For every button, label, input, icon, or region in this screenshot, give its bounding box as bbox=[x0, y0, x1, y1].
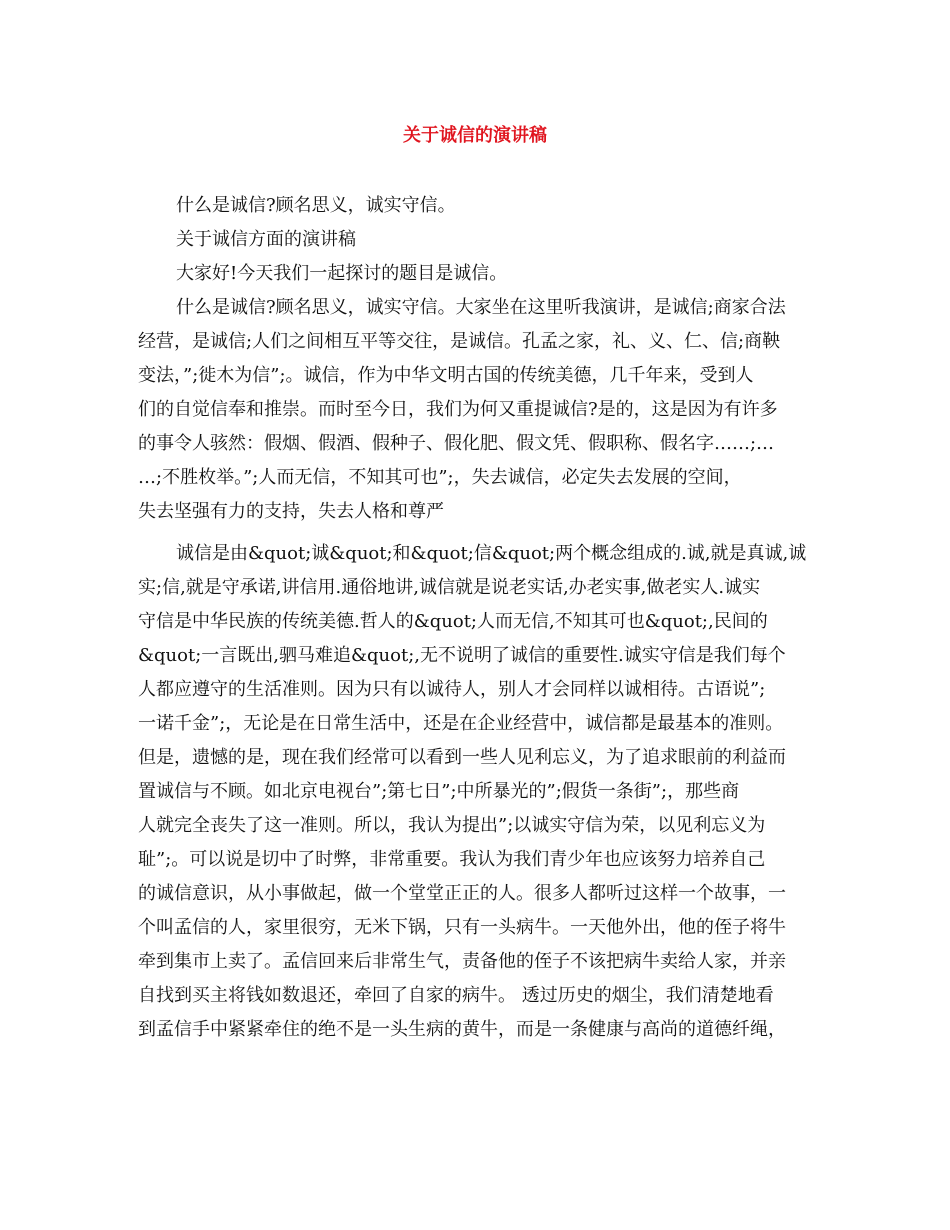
text-line: 的事令人骇然：假烟、假酒、假种子、假化肥、假文凭、假职称、假名字……;… bbox=[138, 433, 775, 454]
text-line: 变法，”;徙木为信”;。诚信，作为中华文明古国的传统美德，几千年来，受到人 bbox=[138, 365, 754, 386]
text-line: 耻”;。可以说是切中了时弊，非常重要。我认为我们青少年也应该努力培养自己 bbox=[138, 849, 766, 870]
document-title: 关于诚信的演讲稿 bbox=[403, 125, 547, 146]
text-line: 到孟信手中紧紧牵住的绝不是一头生病的黄牛，而是一条健康与高尚的道德纤绳， bbox=[138, 1019, 786, 1040]
text-line: 一诺千金”;，无论是在日常生活中，还是在企业经营中，诚信都是最基本的准则。 bbox=[138, 713, 784, 734]
text-line: 失去坚强有力的支持，失去人格和尊严 bbox=[138, 501, 444, 522]
text-line: 的诚信意识，从小事做起，做一个堂堂正正的人。很多人都听过这样一个故事，一 bbox=[138, 883, 786, 904]
text-line: 什么是诚信?顾名思义，诚实守信。大家坐在这里听我演讲，是诚信;商家合法 bbox=[176, 297, 786, 318]
text-line: 关于诚信方面的演讲稿 bbox=[176, 229, 356, 250]
text-line: …;不胜枚举。”;人而无信，不知其可也”;，失去诚信，必定失去发展的空间， bbox=[138, 467, 742, 488]
text-line: 经营，是诚信;人们之间相互平等交往，是诚信。孔孟之家，礼、义、仁、信;商鞅 bbox=[138, 331, 781, 352]
text-line: 人都应遵守的生活准则。因为只有以诚待人，别人才会同样以诚相待。古语说”; bbox=[138, 679, 766, 700]
text-line: 什么是诚信?顾名思义，诚实守信。 bbox=[176, 195, 456, 216]
text-line: 自找到买主将钱如数退还，牵回了自家的病牛。 透过历史的烟尘，我们清楚地看 bbox=[138, 985, 774, 1006]
text-line: 置诚信与不顾。如北京电视台”;第七日”;中所暴光的”;假货一条街”;，那些商 bbox=[138, 781, 740, 802]
text-line: 们的自觉信奉和推崇。而时至今日，我们为何又重提诚信?是的，这是因为有许多 bbox=[138, 399, 778, 420]
text-line: 守信是中华民族的传统美德.哲人的&quot;人而无信,不知其可也&quot;,民间的 bbox=[138, 611, 768, 632]
text-line: 大家好!今天我们一起探讨的题目是诚信。 bbox=[176, 263, 508, 284]
text-line: 个叫孟信的人，家里很穷，无米下锅，只有一头病牛。一天他外出，他的侄子将牛 bbox=[138, 917, 786, 938]
text-line: 实;信,就是守承诺,讲信用.通俗地讲,诚信就是说老实话,办老实事,做老实人.诚实 bbox=[138, 577, 761, 598]
text-line: 牵到集市上卖了。孟信回来后非常生气，责备他的侄子不该把病牛卖给人家，并亲 bbox=[138, 951, 786, 972]
text-line: 但是，遗憾的是，现在我们经常可以看到一些人见利忘义，为了追求眼前的利益而 bbox=[138, 747, 786, 768]
text-line: &quot;一言既出,驷马难追&quot;,无不说明了诚信的重要性.诚实守信是我们每个 bbox=[138, 645, 786, 666]
text-line: 人就完全丧失了这一准则。所以，我认为提出”;以诚实守信为荣，以见利忘义为 bbox=[138, 815, 766, 836]
text-line: 诚信是由&quot;诚&quot;和&quot;信&quot;两个概念组成的.诚,就是真诚,诚 bbox=[176, 543, 807, 564]
